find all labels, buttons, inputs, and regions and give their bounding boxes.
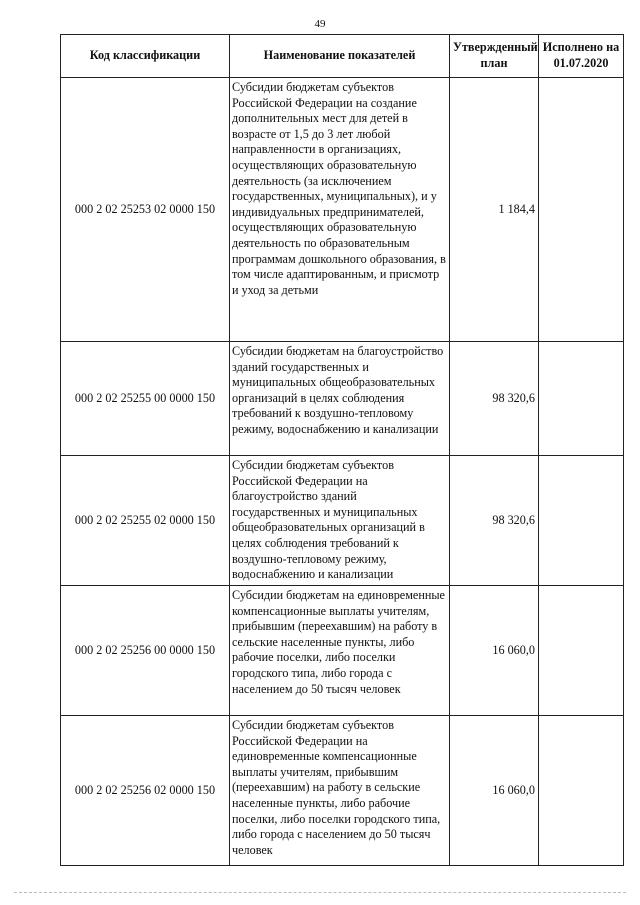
row-name: Субсидии бюджетам субъектов Российской Федерации на благоустройство зданий государственных и муниципальных общеобразовательных организаций в целях соблюдения требований к воздушно-тепловому режиму, водоснабжению и канализации bbox=[230, 456, 450, 586]
row-plan: 98 320,6 bbox=[450, 456, 539, 586]
header-executed: Исполнено на 01.07.2020 bbox=[539, 35, 624, 78]
header-code: Код классификации bbox=[61, 35, 230, 78]
row-code: 000 2 02 25256 00 0000 150 bbox=[61, 586, 230, 716]
row-code: 000 2 02 25255 02 0000 150 bbox=[61, 456, 230, 586]
row-plan: 1 184,4 bbox=[450, 78, 539, 342]
budget-table bbox=[60, 34, 624, 866]
page-bottom-divider bbox=[14, 892, 626, 893]
table-row bbox=[61, 716, 624, 866]
row-plan: 16 060,0 bbox=[450, 586, 539, 716]
row-code: 000 2 02 25256 02 0000 150 bbox=[61, 716, 230, 866]
row-plan: 16 060,0 bbox=[450, 716, 539, 866]
row-name: Субсидии бюджетам на единовременные компенсационные выплаты учителям, прибывшим (переехавшим) на работу в сельские населенные пункты, либо рабочие поселки, либо поселки городского типа, либо города с населением до 50 тысяч человек bbox=[230, 586, 450, 716]
row-name: Субсидии бюджетам субъектов Российской Федерации на единовременные компенсационные выплаты учителям, прибывшим (переехавшим) на работу в сельские населенные пункты, либо рабочие поселки, либо поселки городского типа, либо города с населением до 50 тысяч человек bbox=[230, 716, 450, 866]
row-executed bbox=[539, 456, 624, 586]
row-code: 000 2 02 25255 00 0000 150 bbox=[61, 342, 230, 456]
table-row bbox=[61, 586, 624, 716]
table-row bbox=[61, 78, 624, 342]
row-executed bbox=[539, 586, 624, 716]
row-executed bbox=[539, 342, 624, 456]
header-plan: Утвержденный план bbox=[450, 35, 539, 78]
table-row bbox=[61, 456, 624, 586]
row-name: Субсидии бюджетам субъектов Российской Федерации на создание дополнительных мест для детей в возрасте от 1,5 до 3 лет любой направленности в организациях, осуществляющих образовательную деятельность (за исключением государственных, муниципальных), и у индивидуальных предпринимателей, осуществляющих образовательную деятельность по образовательным программам дошкольного образования, в том числе адаптированным, и присмотр и уход за детьми bbox=[230, 78, 450, 342]
row-executed bbox=[539, 78, 624, 342]
page-number: 49 bbox=[314, 18, 326, 30]
row-code: 000 2 02 25253 02 0000 150 bbox=[61, 78, 230, 342]
row-name: Субсидии бюджетам на благоустройство зданий государственных и муниципальных общеобразовательных организаций в целях соблюдения требований к воздушно-тепловому режиму, водоснабжению и канализации bbox=[230, 342, 450, 456]
row-executed bbox=[539, 716, 624, 866]
table-header-row bbox=[61, 35, 624, 78]
row-plan: 98 320,6 bbox=[450, 342, 539, 456]
header-name: Наименование показателей bbox=[230, 35, 450, 78]
table-row bbox=[61, 342, 624, 456]
